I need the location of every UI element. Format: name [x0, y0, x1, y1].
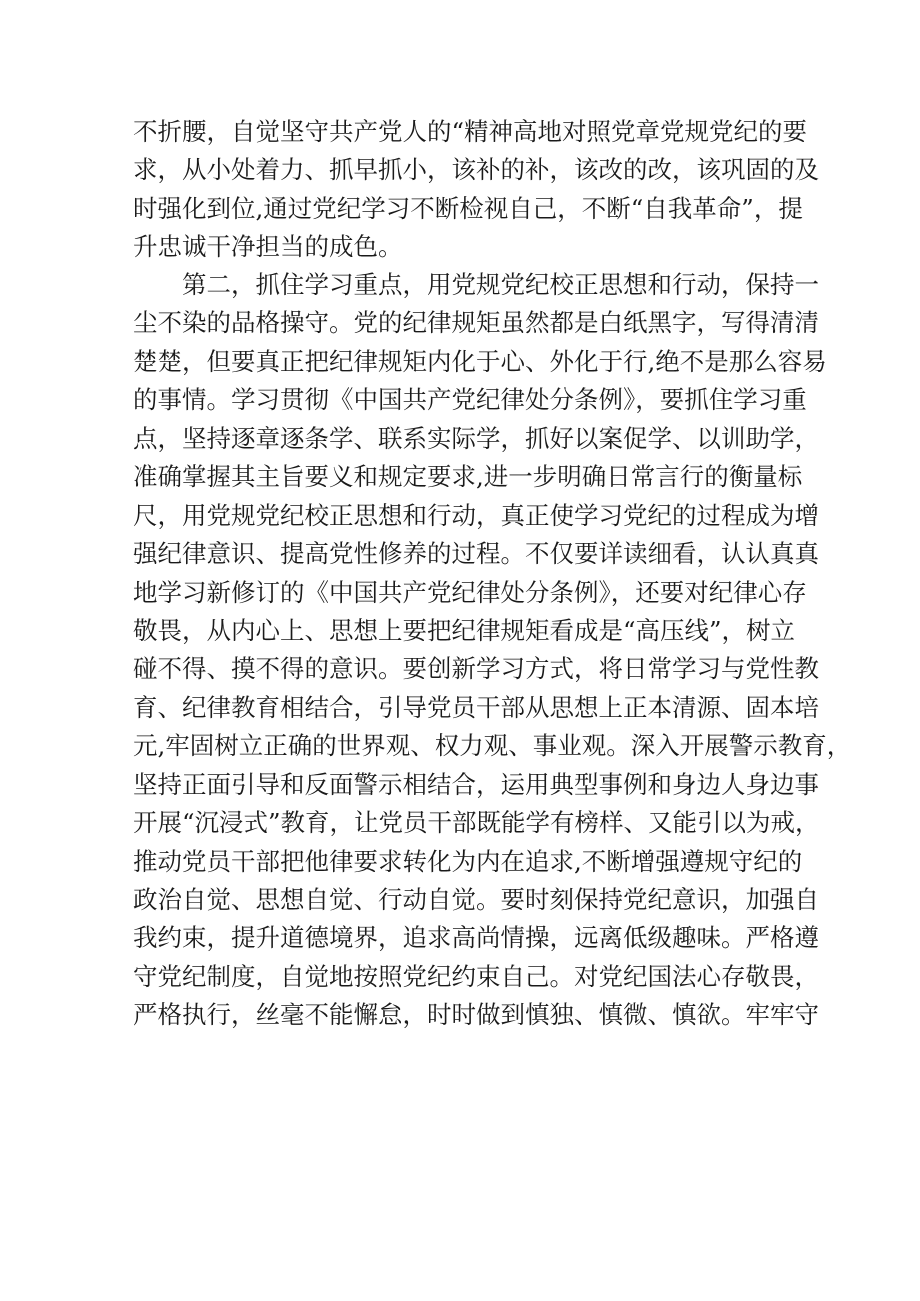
text-line: 碰不得、摸不得的意识。要创新学习方式，将日常学习与党性教 — [133, 654, 819, 684]
text-line: 元,牢固树立正确的世界观、权力观、事业观。深入开展警示教育， — [133, 731, 852, 761]
text-line: 守党纪制度，自觉地按照党纪约束自己。对党纪国法心存敬畏， — [133, 961, 819, 991]
text-line: 强纪律意识、提高党性修养的过程。不仅要详读细看，认认真真 — [133, 539, 819, 569]
text-line: 楚楚，但要真正把纪律规矩内化于心、外化于行,绝不是那么容易 — [133, 346, 827, 376]
text-line: 点，坚持逐章逐条学、联系实际学，抓好以案促学、以训助学， — [133, 423, 819, 453]
text-line: 尘不染的品格操守。党的纪律规矩虽然都是白纸黑字，写得清清 — [133, 308, 819, 338]
text-line: 坚持正面引导和反面警示相结合，运用典型事例和身边人身边事 — [133, 769, 819, 799]
text-line: 求，从小处着力、抓早抓小，该补的补，该改的改，该巩固的及 — [133, 155, 819, 185]
text-line: 地学习新修订的《中国共产党纪律处分条例》，还要对纪律心存 — [133, 577, 807, 607]
text-line: 准确掌握其主旨要义和规定要求,进一步明确日常言行的衡量标 — [133, 462, 803, 492]
text-line: 的事情。学习贯彻《中国共产党纪律处分条例》，要抓住学习重 — [133, 385, 807, 415]
text-line: 政治自觉、思想自觉、行动自觉。要时刻保持党纪意识，加强自 — [133, 885, 819, 914]
text-line: 尺，用党规党纪校正思想和行动，真正使学习党纪的过程成为增 — [133, 500, 819, 530]
text-line: 敬畏，从内心上、思想上要把纪律规矩看成是“高压线”，树立 — [133, 615, 796, 645]
text-line: 开展“沉浸式”教育，让党员干部既能学有榜样、又能引以为戒， — [133, 808, 820, 838]
text-line: 不折腰，自觉坚守共产党人的“精神高地对照党章党规党纪的要 — [133, 117, 808, 146]
text-line: 推动党员干部把他律要求转化为内在追求,不断增强遵规守纪的 — [133, 846, 803, 876]
text-line: 育、纪律教育相结合，引导党员干部从思想上正本清源、固本培 — [133, 692, 819, 722]
text-line: 时强化到位,通过党纪学习不断检视自己，不断“自我革命”，提 — [133, 193, 803, 223]
text-line: 严格执行，丝毫不能懈怠，时时做到慎独、慎微、慎欲。牢牢守 — [133, 1000, 819, 1030]
paragraph-1 — [133, 113, 819, 267]
text-line: 我约束，提升道德境界，追求高尚情操，远离低级趣味。严格遵 — [133, 923, 819, 953]
text-line: 升忠诚干净担当的成色。 — [133, 232, 403, 262]
text-line: 第二，抓住学习重点，用党规党纪校正思想和行动，保持一 — [182, 270, 819, 299]
paragraph-2 — [133, 266, 852, 1035]
